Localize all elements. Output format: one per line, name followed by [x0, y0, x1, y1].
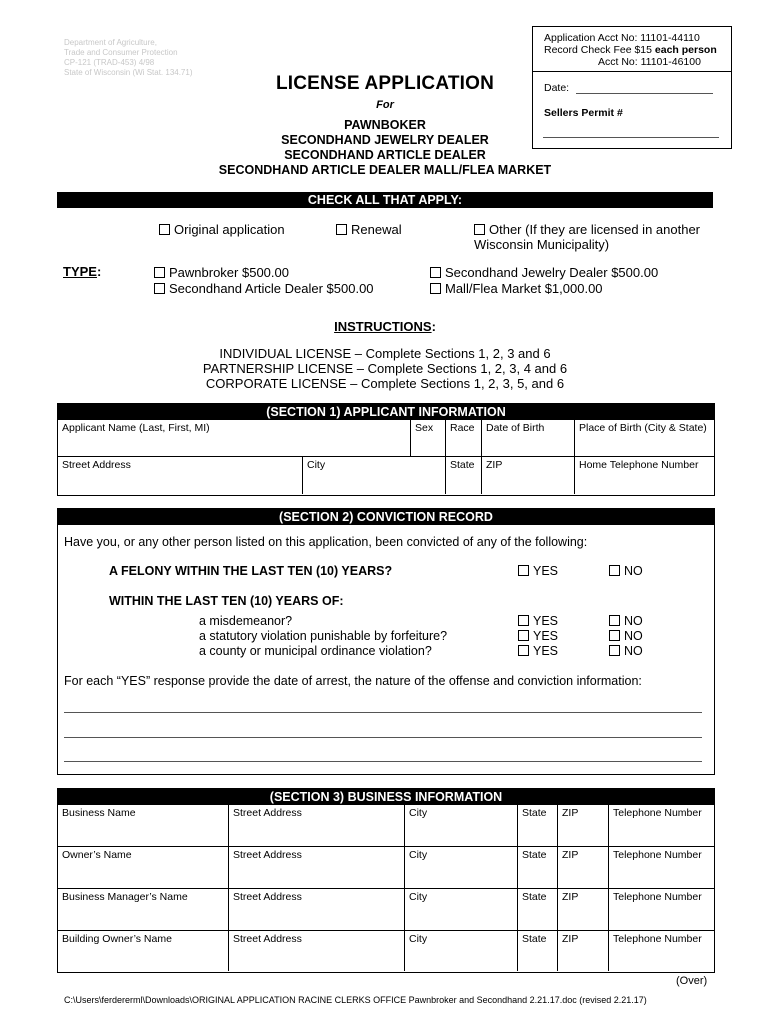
option-other[interactable] — [474, 222, 700, 252]
forfeiture-yes[interactable] — [518, 629, 558, 643]
city-field[interactable] — [303, 457, 446, 494]
date-label: Date: — [544, 82, 570, 94]
field-label: Owner’s Name — [62, 849, 132, 861]
manager-telephone-field[interactable] — [609, 889, 714, 931]
type-jewelry-label: Secondhand Jewelry Dealer $500.00 — [445, 265, 659, 280]
instruction-line: INDIVIDUAL LICENSE – Complete Sections 1, 2, 3 and 6 — [219, 346, 551, 361]
business-zip-field[interactable] — [558, 805, 609, 847]
no-label: NO — [624, 629, 643, 643]
field-label: Race — [450, 422, 475, 434]
for-label: For — [376, 99, 394, 111]
agency-line: CP-121 (TRAD-453) 4/98 — [64, 58, 155, 67]
field-label: State — [522, 849, 547, 861]
manager-name-field[interactable] — [58, 889, 229, 931]
felony-question: A FELONY WITHIN THE LAST TEN (10) YEARS? — [109, 564, 393, 578]
record-check-fee-text: Record Check Fee $15 — [544, 44, 655, 56]
field-label: ZIP — [562, 849, 579, 861]
type-label-colon: : — [96, 264, 102, 279]
conviction-detail-line[interactable] — [64, 761, 702, 762]
manager-street-field[interactable] — [229, 889, 405, 931]
license-type: SECONDHAND JEWELRY DEALER — [281, 133, 489, 147]
page-title: LICENSE APPLICATION — [275, 73, 495, 94]
no-label: NO — [624, 644, 643, 658]
checkbox-icon[interactable] — [154, 267, 165, 278]
option-renewal[interactable] — [336, 222, 402, 237]
owner-name-field[interactable] — [58, 847, 229, 889]
field-label: Sex — [415, 422, 434, 434]
yes-label: YES — [533, 629, 559, 643]
owner-state-field[interactable] — [518, 847, 558, 889]
checkbox-icon[interactable] — [474, 224, 485, 235]
date-field[interactable] — [576, 93, 713, 94]
license-type: PAWNBOKER — [344, 118, 426, 132]
yes-label: YES — [533, 564, 559, 578]
field-label: Street Address — [233, 849, 302, 861]
agency-header — [64, 38, 193, 78]
section-2-title: (SECTION 2) CONVICTION RECORD — [58, 509, 714, 525]
field-label: ZIP — [562, 933, 579, 945]
field-label: Street Address — [233, 891, 302, 903]
checkbox-icon[interactable] — [518, 615, 529, 626]
field-label: Place of Birth (City & State) — [579, 422, 707, 434]
owner-city-field[interactable] — [405, 847, 518, 889]
business-street-field[interactable] — [229, 805, 405, 847]
checkbox-icon[interactable] — [430, 283, 441, 294]
instruction-line: PARTNERSHIP LICENSE – Complete Sections 1, 2, 3, 4 and 6 — [202, 361, 568, 376]
type-label-text: TYPE — [63, 264, 97, 279]
business-name-field[interactable] — [58, 805, 229, 847]
section-1-title: (SECTION 1) APPLICANT INFORMATION — [58, 404, 714, 420]
field-label: Building Owner’s Name — [62, 933, 172, 945]
option-renewal-label: Renewal — [351, 222, 402, 237]
checkbox-icon[interactable] — [609, 615, 620, 626]
field-label: City — [307, 459, 326, 471]
record-acct-no-line: Acct No: 11101-46100 — [598, 56, 701, 68]
felony-yes[interactable] — [518, 564, 558, 578]
yes-label: YES — [533, 614, 559, 628]
instructions-list — [160, 346, 610, 391]
field-label: State — [522, 933, 547, 945]
manager-state-field[interactable] — [518, 889, 558, 931]
over-label: (Over) — [676, 975, 708, 987]
instructions-title-text: INSTRUCTIONS — [334, 319, 432, 334]
field-label: State — [450, 459, 475, 471]
building-owner-zip-field[interactable] — [558, 931, 609, 971]
option-other-label: Other (If they are licensed in another — [489, 222, 701, 237]
owner-zip-field[interactable] — [558, 847, 609, 889]
checkbox-icon[interactable] — [609, 565, 620, 576]
no-label: NO — [624, 614, 643, 628]
conviction-detail-line[interactable] — [64, 737, 702, 738]
ordinance-yes[interactable] — [518, 644, 558, 658]
section-1 — [57, 403, 715, 496]
checkbox-icon[interactable] — [154, 283, 165, 294]
felony-no[interactable] — [609, 564, 643, 578]
field-label: Telephone Number — [613, 891, 702, 903]
each-yes-instruction: For each “YES” response provide the date of arrest, the nature of the offense and conviction information: — [64, 674, 642, 688]
zip-field[interactable] — [482, 457, 575, 494]
type-article-label: Secondhand Article Dealer $500.00 — [169, 281, 374, 296]
section-3 — [57, 788, 715, 973]
owner-telephone-field[interactable] — [609, 847, 714, 889]
building-owner-telephone-field[interactable] — [609, 931, 714, 971]
option-other-label-2: Wisconsin Municipality) — [474, 237, 610, 252]
instructions-title — [200, 319, 570, 334]
acct-no-line: Application Acct No: 11101-44110 — [544, 32, 700, 44]
check-all-bar: CHECK ALL THAT APPLY: — [57, 192, 713, 208]
misdemeanor-yes[interactable] — [518, 614, 558, 628]
checkbox-icon[interactable] — [518, 645, 529, 656]
field-label: Home Telephone Number — [579, 459, 699, 471]
type-pawnbroker[interactable] — [154, 265, 289, 280]
building-owner-name-field[interactable] — [58, 931, 229, 971]
sex-field[interactable] — [411, 420, 446, 457]
field-label: Telephone Number — [613, 933, 702, 945]
building-owner-city-field[interactable] — [405, 931, 518, 971]
field-label: Telephone Number — [613, 807, 702, 819]
field-label: ZIP — [562, 807, 579, 819]
field-label: Street Address — [233, 807, 302, 819]
ordinance-item: a county or municipal ordinance violation? — [199, 644, 432, 658]
type-article[interactable] — [154, 281, 374, 296]
type-mall-label: Mall/Flea Market $1,000.00 — [445, 281, 603, 296]
misdemeanor-no[interactable] — [609, 614, 643, 628]
option-original[interactable] — [159, 222, 285, 237]
within-ten-years: WITHIN THE LAST TEN (10) YEARS OF: — [109, 594, 344, 608]
license-type: SECONDHAND ARTICLE DEALER — [284, 148, 486, 162]
section-3-title: (SECTION 3) BUSINESS INFORMATION — [58, 789, 714, 805]
instructions-title-colon: : — [431, 319, 436, 334]
state-field[interactable] — [446, 457, 482, 494]
checkbox-icon[interactable] — [518, 565, 529, 576]
field-label: State — [522, 891, 547, 903]
checkbox-icon[interactable] — [336, 224, 347, 235]
field-label: Business Name — [62, 807, 136, 819]
checkbox-icon[interactable] — [609, 645, 620, 656]
field-label: Business Manager’s Name — [62, 891, 188, 903]
field-label: ZIP — [486, 459, 503, 471]
field-label: ZIP — [562, 891, 579, 903]
license-types — [190, 118, 580, 178]
field-label: Street Address — [62, 459, 131, 471]
owner-street-field[interactable] — [229, 847, 405, 889]
sellers-permit-label: Sellers Permit # — [544, 107, 623, 119]
field-label: City — [409, 807, 428, 819]
agency-line: Trade and Consumer Protection — [64, 48, 178, 57]
ordinance-no[interactable] — [609, 644, 643, 658]
field-label: Telephone Number — [613, 849, 702, 861]
section-2 — [57, 508, 715, 775]
yes-label: YES — [533, 644, 559, 658]
business-city-field[interactable] — [405, 805, 518, 847]
checkbox-icon[interactable] — [518, 630, 529, 641]
conviction-detail-line[interactable] — [64, 712, 702, 713]
race-field[interactable] — [446, 420, 482, 457]
street-address-field[interactable] — [58, 457, 303, 494]
field-label: City — [409, 891, 428, 903]
license-type: SECONDHAND ARTICLE DEALER MALL/FLEA MARKET — [218, 163, 552, 177]
home-telephone-field[interactable] — [575, 457, 714, 494]
type-mall[interactable] — [430, 281, 603, 296]
agency-line: Department of Agriculture, — [64, 38, 157, 47]
conviction-question: Have you, or any other person listed on this application, been convicted of any of the following: — [64, 535, 588, 549]
building-owner-street-field[interactable] — [229, 931, 405, 971]
manager-city-field[interactable] — [405, 889, 518, 931]
checkbox-icon[interactable] — [609, 630, 620, 641]
type-pawnbroker-label: Pawnbroker $500.00 — [169, 265, 289, 280]
business-state-field[interactable] — [518, 805, 558, 847]
forfeiture-item: a statutory violation punishable by forfeiture? — [199, 629, 448, 643]
field-label: Date of Birth — [486, 422, 545, 434]
agency-line: State of Wisconsin (Wi Stat. 134.71) — [64, 68, 193, 77]
misdemeanor-item: a misdemeanor? — [199, 614, 293, 628]
forfeiture-no[interactable] — [609, 629, 643, 643]
manager-zip-field[interactable] — [558, 889, 609, 931]
footer-file-path: C:\Users\ferdererml\Downloads\ORIGINAL APPLICATION RACINE CLERKS OFFICE Pawnbroker and Secondhand 2.21.17.doc (revised 2.21.17) — [64, 995, 647, 1005]
field-label: Applicant Name (Last, First, MI) — [62, 422, 210, 434]
each-person-text: each person — [654, 44, 717, 56]
instruction-line: CORPORATE LICENSE – Complete Sections 1, 2, 3, 5, and 6 — [205, 376, 565, 391]
date-of-birth-field[interactable] — [482, 420, 575, 457]
field-label: City — [409, 933, 428, 945]
field-label: City — [409, 849, 428, 861]
checkbox-icon[interactable] — [430, 267, 441, 278]
field-label: State — [522, 807, 547, 819]
field-label: Street Address — [233, 933, 302, 945]
applicant-name-field[interactable] — [58, 420, 411, 457]
business-telephone-field[interactable] — [609, 805, 714, 847]
no-label: NO — [624, 564, 643, 578]
type-label — [63, 264, 101, 279]
checkbox-icon[interactable] — [159, 224, 170, 235]
option-original-label: Original application — [174, 222, 285, 237]
building-owner-state-field[interactable] — [518, 931, 558, 971]
record-check-fee-line — [544, 44, 717, 56]
type-jewelry[interactable] — [430, 265, 658, 280]
place-of-birth-field[interactable] — [575, 420, 714, 457]
